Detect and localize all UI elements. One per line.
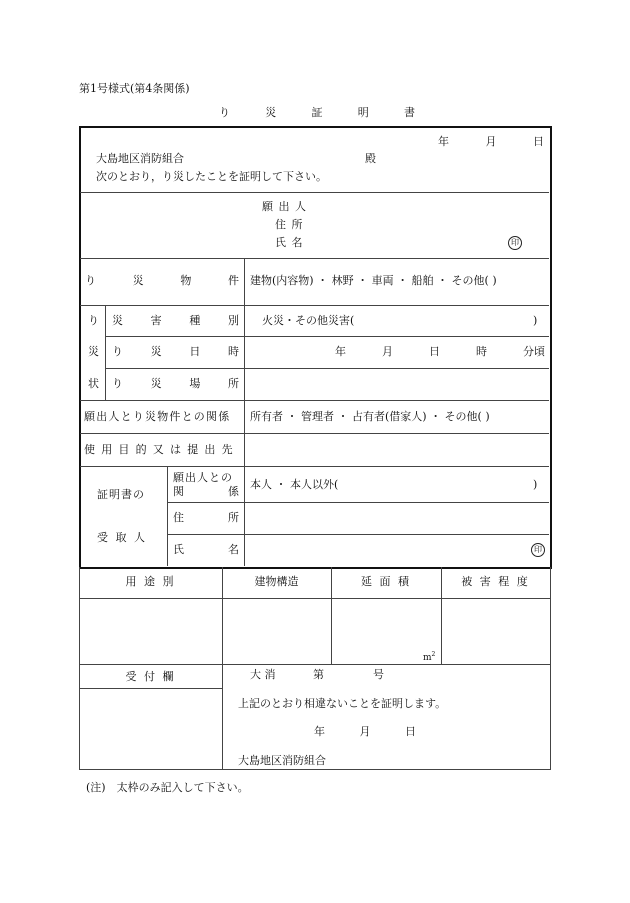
status-group-char: 状 xyxy=(88,377,99,390)
label-char: り xyxy=(112,345,123,358)
purpose-input[interactable] xyxy=(246,435,548,465)
applicant-address-label: 住 所 xyxy=(275,218,304,231)
disaster-location-label xyxy=(112,377,239,391)
minute-label: 分頃 xyxy=(523,345,545,358)
label-char: 種 xyxy=(189,314,201,327)
relation-label-1: 願出人との xyxy=(173,471,233,484)
disaster-property-options[interactable]: 建物(内容物) ・ 林野 ・ 車両 ・ 船舶 ・ その他( ) xyxy=(250,274,497,287)
header-date-field[interactable] xyxy=(438,135,544,149)
close-paren: ) xyxy=(533,314,538,327)
label-char: 所 xyxy=(227,377,239,390)
disaster-location-input[interactable] xyxy=(246,370,548,399)
damage-header: 被 害 程 度 xyxy=(461,575,530,588)
label-char: 物 xyxy=(180,274,192,287)
area-unit-exp: 2 xyxy=(431,651,436,658)
label-char: 関 xyxy=(173,485,184,498)
floor-area-header: 延 面 積 xyxy=(361,575,411,588)
month-label: 月 xyxy=(382,345,393,358)
divider xyxy=(106,336,549,337)
title-char: り xyxy=(219,106,230,119)
label-char: り xyxy=(85,274,96,287)
label-char: 住 xyxy=(173,511,184,524)
divider xyxy=(80,400,549,401)
receipt-number-prefix: 大 消 xyxy=(250,668,276,681)
month-label: 月 xyxy=(485,135,497,148)
label-char: 害 xyxy=(150,314,162,327)
label-char: 名 xyxy=(228,543,239,556)
area-unit-m: m xyxy=(423,653,432,663)
disaster-datetime-label xyxy=(112,345,239,359)
divider xyxy=(105,305,106,400)
label-char: 所 xyxy=(228,511,239,524)
purpose-label: 使用目的又は提出先 xyxy=(84,443,239,456)
issuer: 大島地区消防組合 xyxy=(238,754,326,767)
divider xyxy=(79,664,550,665)
month-label: 月 xyxy=(359,725,371,738)
relationship-label: 願出人とり災物件との関係 xyxy=(84,410,231,423)
relation-label-2 xyxy=(173,485,239,499)
area-unit xyxy=(423,648,435,665)
divider xyxy=(244,466,245,566)
divider xyxy=(168,502,549,503)
label-char: 氏 xyxy=(173,543,184,556)
structure-header: 建物構造 xyxy=(254,575,299,588)
seal-icon: 印 xyxy=(531,543,545,557)
year-label: 年 xyxy=(335,345,346,358)
applicant-label: 願 出 人 xyxy=(262,200,307,213)
label-char: 災 xyxy=(132,274,144,287)
label-char: 時 xyxy=(227,345,239,358)
structure-input[interactable] xyxy=(223,599,330,663)
title-char: 書 xyxy=(404,106,415,119)
divider xyxy=(168,534,549,535)
recipient-name-input[interactable] xyxy=(246,536,526,564)
divider xyxy=(80,192,549,193)
request-text: 次のとおり，り災したことを証明して下さい。 xyxy=(96,170,327,183)
divider xyxy=(80,466,549,467)
title-char: 明 xyxy=(357,106,369,119)
label-char: 日 xyxy=(189,345,201,358)
day-label: 日 xyxy=(405,725,416,738)
divider xyxy=(80,433,549,434)
divider xyxy=(167,466,168,566)
label-char: り xyxy=(112,377,123,390)
day-label: 日 xyxy=(429,345,440,358)
usage-header: 用 途 別 xyxy=(125,575,176,588)
recipient-address-label xyxy=(173,511,239,525)
note: (注) 太枠のみ記入して下さい。 xyxy=(86,781,249,794)
receipt-stamp-area[interactable] xyxy=(80,689,221,769)
label-char: 災 xyxy=(150,377,162,390)
seal-icon: 印 xyxy=(508,236,522,250)
title-char: 証 xyxy=(311,106,323,119)
cert-recipient-label-1: 証明書の xyxy=(97,488,145,501)
day-label: 日 xyxy=(533,135,544,148)
divider xyxy=(106,368,549,369)
honorific: 殿 xyxy=(365,152,376,165)
usage-input[interactable] xyxy=(80,599,221,663)
label-char: 災 xyxy=(112,314,123,327)
year-label: 年 xyxy=(314,725,325,738)
disaster-property-label xyxy=(85,274,239,288)
year-label: 年 xyxy=(438,135,449,148)
title-char: 災 xyxy=(265,106,277,119)
label-char: 件 xyxy=(227,274,239,287)
label-char: 災 xyxy=(150,345,162,358)
close-paren: ) xyxy=(533,478,538,491)
recipient-name-label xyxy=(173,543,239,557)
relation-options[interactable]: 本人 ・ 本人以外( xyxy=(250,478,339,491)
damage-input[interactable] xyxy=(442,599,549,663)
status-group-char: 災 xyxy=(88,345,99,358)
applicant-name-label: 氏 名 xyxy=(275,236,304,249)
relationship-options[interactable]: 所有者 ・ 管理者 ・ 占有者(借家人) ・ その他( ) xyxy=(250,410,490,423)
certify-date xyxy=(314,725,416,739)
cert-recipient-label-2: 受 取 人 xyxy=(97,531,147,544)
hour-label: 時 xyxy=(476,345,487,358)
label-char: 別 xyxy=(227,314,239,327)
disaster-type-label xyxy=(112,314,239,328)
receipt-label: 受 付 欄 xyxy=(125,670,176,683)
recipient-org: 大島地区消防組合 xyxy=(96,152,184,165)
receipt-number-mid: 第 xyxy=(313,668,324,681)
label-char: 場 xyxy=(189,377,201,390)
disaster-type-options[interactable]: 火災・その他災害( xyxy=(262,314,355,327)
applicant-input[interactable] xyxy=(292,212,502,252)
disaster-datetime-field[interactable] xyxy=(335,345,545,359)
certify-text: 上記のとおり相違ないことを証明します。 xyxy=(238,697,447,710)
status-group-char: り xyxy=(88,314,99,327)
page-title xyxy=(219,106,415,120)
receipt-number-suffix: 号 xyxy=(373,668,384,681)
divider xyxy=(80,258,549,259)
label-char: 係 xyxy=(228,485,239,498)
form-number: 第1号様式(第4条関係) xyxy=(79,82,190,95)
divider xyxy=(80,305,549,306)
divider xyxy=(244,258,245,466)
recipient-address-input[interactable] xyxy=(246,504,548,533)
